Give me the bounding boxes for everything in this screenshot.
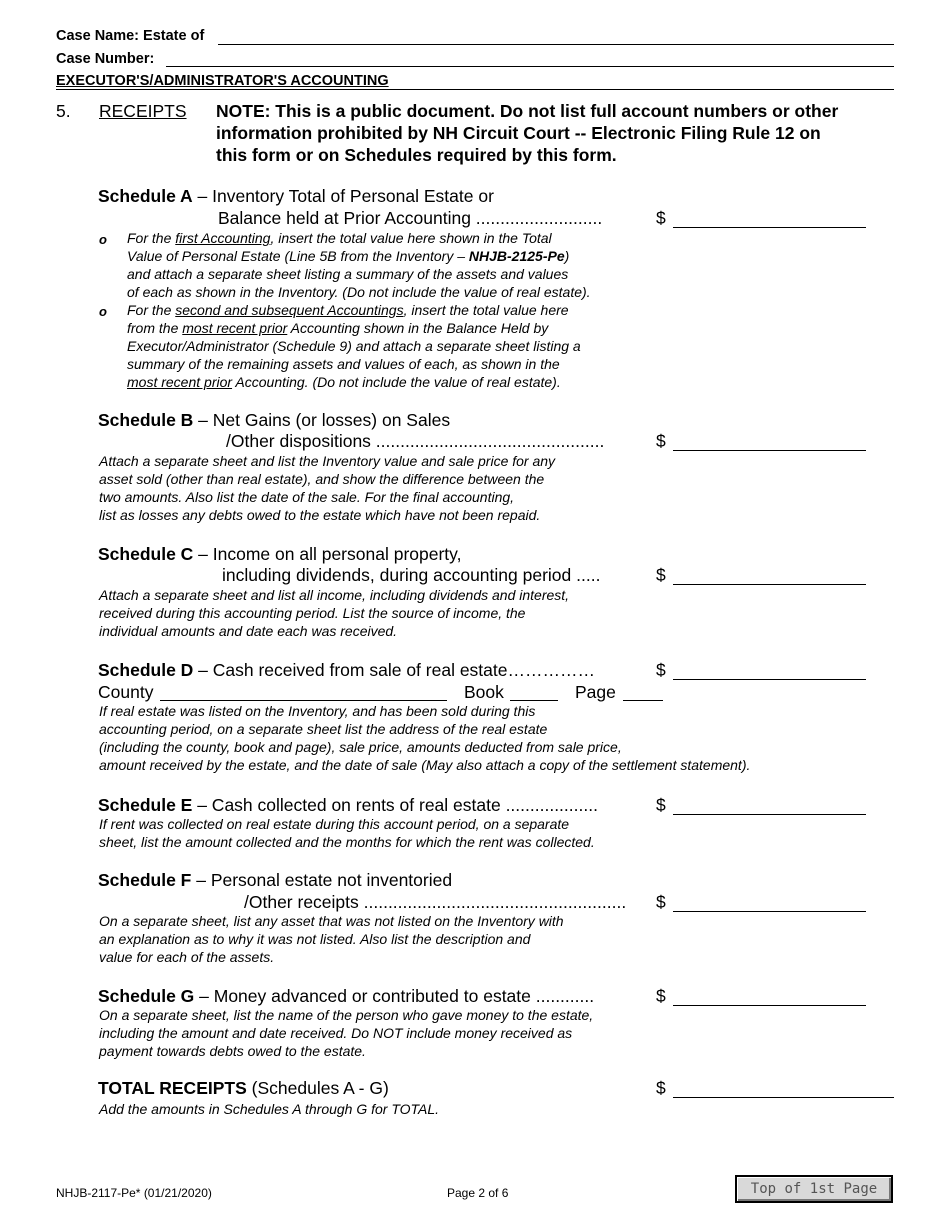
schedule-a-name: Schedule A: [98, 186, 193, 206]
case-name-label: Case Name: Estate of: [56, 28, 205, 44]
schedule-b-line1: – Net Gains (or losses) on Sales: [193, 410, 451, 430]
text: received during this accounting period. List the source of income, the: [99, 605, 526, 621]
text: On a separate sheet, list the name of the person who gave money to the estate,: [99, 1007, 594, 1023]
dollar-sign: $: [656, 208, 666, 228]
form-id: NHJB-2117-Pe* (01/21/2020): [56, 1186, 212, 1200]
schedule-f-heading: [98, 870, 452, 891]
text: individual amounts and date each was received.: [99, 623, 398, 639]
text: Accounting. (Do not include the value of real estate).: [232, 374, 561, 390]
schedule-f-amount-field[interactable]: [673, 911, 866, 912]
text: list as losses any debts owed to the estate which have not been repaid.: [99, 507, 541, 523]
text: On a separate sheet, list any asset that was not listed on the Inventory with: [99, 913, 564, 929]
section-title: RECEIPTS: [99, 101, 187, 121]
schedule-f-description: [99, 912, 564, 966]
text: most recent prior: [182, 320, 288, 336]
text: (including the county, book and page), sale price, amounts deducted from sale price,: [99, 739, 622, 755]
schedule-b-description: [99, 452, 555, 524]
total-receipts-suffix: (Schedules A - G): [246, 1078, 389, 1098]
section-number: 5.: [56, 101, 71, 121]
text: Attach a separate sheet and list all income, including dividends and interest,: [99, 587, 570, 603]
text: amount received by the estate, and the date of sale (May also attach a copy of the settlement statement).: [99, 757, 751, 773]
dollar-sign: $: [656, 431, 666, 451]
note-line: this form or on Schedules required by this form.: [216, 145, 617, 165]
text: Accounting shown in the Balance Held by: [287, 320, 549, 336]
text: an explanation as to why it was not listed. Also list the description and: [99, 931, 531, 947]
schedule-c-amount-field[interactable]: [673, 584, 866, 585]
schedule-b-line2: /Other dispositions ...............................................: [226, 431, 605, 451]
form-title: EXECUTOR'S/ADMINISTRATOR'S ACCOUNTING: [56, 73, 389, 89]
schedule-a-bullet1: [127, 229, 591, 301]
schedule-f-name: Schedule F: [98, 870, 192, 890]
total-receipts-description: Add the amounts in Schedules A through G for TOTAL.: [99, 1101, 440, 1117]
note-line: NOTE: This is a public document. Do not list full account numbers or other: [216, 101, 839, 121]
schedule-c-name: Schedule C: [98, 544, 194, 564]
county-field[interactable]: [160, 700, 447, 701]
text: , insert the total value here shown in the Total: [270, 230, 552, 246]
dollar-sign: $: [656, 660, 666, 680]
text: Attach a separate sheet and list the Inventory value and sale price for any: [99, 453, 556, 469]
schedule-g-line1: – Money advanced or contributed to estate ............: [194, 986, 595, 1006]
text: Value of Personal Estate (Line 5B from the Inventory –: [127, 248, 469, 264]
schedule-c-description: [99, 586, 569, 640]
text: accounting period, on a separate sheet list the address of the real estate: [99, 721, 548, 737]
schedule-c-heading: [98, 544, 461, 565]
text: , insert the total value here: [403, 302, 569, 318]
page-field[interactable]: [623, 700, 663, 701]
text: summary of the remaining assets and values of each, as shown in the: [127, 356, 560, 372]
bullet-icon: o: [99, 304, 107, 319]
text: two amounts. Also list the date of the sale. For the final accounting,: [99, 489, 515, 505]
page-number: Page 2 of 6: [447, 1186, 509, 1200]
county-label: County: [98, 682, 154, 702]
schedule-a-line2: Balance held at Prior Accounting ..........................: [218, 208, 603, 228]
dollar-sign: $: [656, 986, 666, 1006]
schedule-g-heading: [98, 986, 594, 1007]
schedule-a-amount-field[interactable]: [673, 227, 866, 228]
text: most recent prior: [127, 374, 233, 390]
text: For the: [127, 302, 176, 318]
schedule-b-heading: [98, 410, 450, 431]
page-label: Page: [575, 682, 616, 702]
book-field[interactable]: [510, 700, 558, 701]
schedule-d-amount-field[interactable]: [673, 679, 866, 680]
text: If real estate was listed on the Inventory, and has been sold during this: [99, 703, 536, 719]
text: payment towards debts owed to the estate.: [99, 1043, 366, 1059]
text: of each as shown in the Inventory. (Do not include the value of real estate).: [127, 284, 591, 300]
schedule-a-line1: – Inventory Total of Personal Estate or: [192, 186, 494, 206]
text: value for each of the assets.: [99, 949, 275, 965]
schedule-a-bullet2: [127, 301, 581, 391]
form-reference: NHJB-2125-Pe: [468, 248, 565, 264]
dollar-sign: $: [656, 795, 666, 815]
schedule-e-name: Schedule E: [98, 795, 193, 815]
note-line: information prohibited by NH Circuit Court -- Electronic Filing Rule 12 on: [216, 123, 821, 143]
total-receipts-heading: [98, 1078, 389, 1099]
schedule-d-description: [99, 702, 750, 774]
schedule-d-heading: [98, 660, 595, 681]
dollar-sign: $: [656, 565, 666, 585]
total-receipts-name: TOTAL RECEIPTS: [98, 1078, 247, 1098]
header-rule: [56, 89, 894, 90]
schedule-e-description: [99, 815, 595, 851]
text: If rent was collected on real estate during this account period, on a separate: [99, 816, 570, 832]
case-name-field[interactable]: [218, 44, 894, 45]
total-receipts-amount-field[interactable]: [673, 1097, 894, 1098]
dollar-sign: $: [656, 1078, 666, 1098]
case-number-field[interactable]: [166, 66, 894, 67]
text: asset sold (other than real estate), and show the difference between the: [99, 471, 545, 487]
schedule-d-line1: – Cash received from sale of real estate……………: [193, 660, 595, 680]
schedule-g-description: [99, 1006, 593, 1060]
dollar-sign: $: [656, 892, 666, 912]
schedule-e-amount-field[interactable]: [673, 814, 866, 815]
text: first Accounting: [175, 230, 271, 246]
text: sheet, list the amount collected and the months for which the rent was collected.: [99, 834, 595, 850]
schedule-f-line2: /Other receipts ......................................................: [244, 892, 627, 912]
text: including the amount and date received. Do NOT include money received as: [99, 1025, 573, 1041]
schedule-b-amount-field[interactable]: [673, 450, 866, 451]
bullet-icon: o: [99, 232, 107, 247]
book-label: Book: [464, 682, 504, 702]
schedule-e-heading: [98, 795, 598, 816]
schedule-b-name: Schedule B: [98, 410, 194, 430]
schedule-g-name: Schedule G: [98, 986, 195, 1006]
schedule-e-line1: – Cash collected on rents of real estate ...................: [192, 795, 598, 815]
schedule-f-line1: – Personal estate not inventoried: [191, 870, 453, 890]
schedule-d-name: Schedule D: [98, 660, 194, 680]
schedule-c-line2: including dividends, during accounting period .....: [222, 565, 601, 585]
text: Executor/Administrator (Schedule 9) and attach a separate sheet listing a: [127, 338, 581, 354]
schedule-g-amount-field[interactable]: [673, 1005, 866, 1006]
top-of-first-page-button[interactable]: Top of 1st Page: [735, 1175, 893, 1203]
schedule-a-heading: [98, 186, 494, 207]
case-number-label: Case Number:: [56, 51, 155, 67]
text: from the: [127, 320, 183, 336]
text: and attach a separate sheet listing a summary of the assets and values: [127, 266, 569, 282]
text: ): [564, 248, 570, 264]
text: second and subsequent Accountings: [175, 302, 404, 318]
public-document-note: [216, 100, 838, 166]
schedule-c-line1: – Income on all personal property,: [193, 544, 462, 564]
text: For the: [127, 230, 176, 246]
